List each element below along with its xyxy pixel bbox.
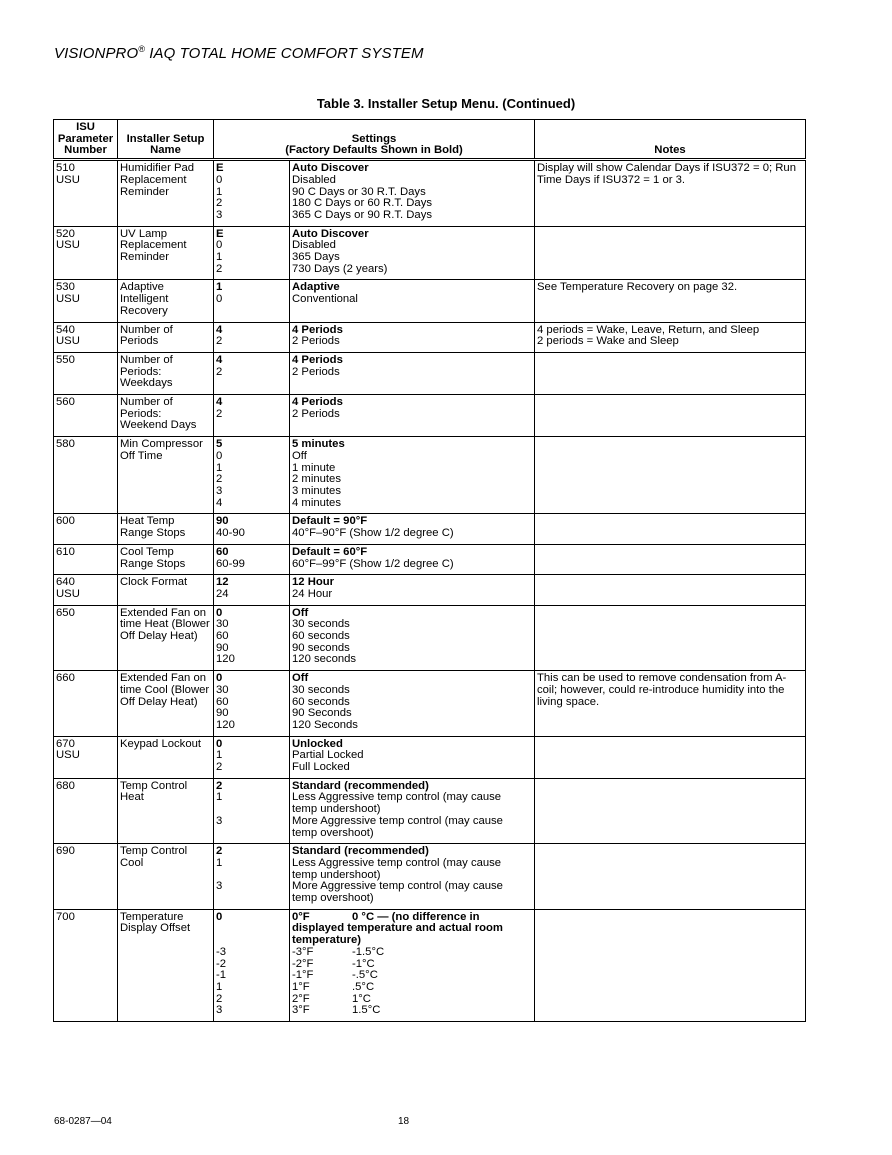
setting-code: -3 — [216, 945, 227, 958]
setting-code: 0 — [216, 672, 223, 685]
table-row — [54, 352, 806, 394]
offset-pair — [292, 1005, 532, 1017]
setting-value: 40°F–90°F (Show 1/2 degree C) — [292, 527, 454, 540]
setting-code: -2 — [216, 957, 227, 970]
notes-cell — [535, 395, 806, 437]
setting-code: 1 — [216, 185, 223, 198]
table-title: Table 3. Installer Setup Menu. (Continued) — [316, 96, 576, 111]
setting-code: 1 — [216, 791, 223, 804]
setting-code: 4 — [216, 496, 223, 509]
setting-value: Disabled — [292, 239, 336, 252]
setting-codes-cell — [214, 544, 290, 574]
setting-code: 60-99 — [216, 557, 245, 570]
setting-value: 60 seconds — [292, 695, 350, 708]
setup-name-cell: Extended Fan on time Cool (Blower Off Delay Heat) — [118, 671, 214, 737]
setting-code: 2 — [216, 197, 223, 210]
offset-pair — [292, 994, 532, 1006]
setting-code: 0 — [216, 606, 223, 619]
setting-values-cell — [290, 736, 535, 778]
page-number: 18 — [398, 1116, 410, 1127]
setting-code: -1 — [216, 969, 227, 982]
isu-number-cell: 700 — [54, 909, 118, 1021]
setting-code: 0 — [216, 293, 223, 306]
setting-value: 60 seconds — [292, 630, 350, 643]
setting-value: 2 Periods — [292, 365, 340, 378]
table-header-row — [54, 120, 806, 160]
setting-code: 2 — [216, 262, 223, 275]
setting-code: 60 — [216, 695, 229, 708]
isu-number-cell: 650 — [54, 605, 118, 671]
notes-cell — [535, 605, 806, 671]
offset-celsius: 1.5°C — [352, 1004, 381, 1017]
header-setup-name: Installer Setup Name — [118, 120, 214, 160]
setting-value: 5 minutes — [292, 438, 345, 451]
notes-cell — [535, 909, 806, 1021]
setup-name-cell: Temp Control Cool — [118, 844, 214, 910]
setting-codes-cell — [214, 909, 290, 1021]
setup-name-cell: Clock Format — [118, 575, 214, 605]
table-row — [54, 160, 806, 227]
setup-name-cell: Number of Periods: Weekdays — [118, 352, 214, 394]
setting-value: Full Locked — [292, 761, 350, 774]
table-row — [54, 778, 806, 844]
table-row — [54, 280, 806, 322]
setting-value: Unlocked — [292, 737, 343, 750]
setting-code: E — [216, 162, 224, 175]
document-number: 68-0287—04 — [54, 1116, 112, 1127]
setting-values-cell — [290, 909, 535, 1021]
setting-code: 24 — [216, 587, 229, 600]
setting-value: 90 seconds — [292, 641, 350, 654]
table-row — [54, 605, 806, 671]
setting-code: 90 — [216, 641, 229, 654]
setting-value: 4 minutes — [292, 496, 341, 509]
setting-code: 2 — [216, 845, 223, 858]
setting-code: 1 — [216, 281, 223, 294]
setting-code: 30 — [216, 683, 229, 696]
setting-code: 1 — [216, 980, 223, 993]
isu-number-cell: 530 USU — [54, 280, 118, 322]
isu-number-cell: 670 USU — [54, 736, 118, 778]
setting-code: 0 — [216, 173, 223, 186]
setting-value: 120 Seconds — [292, 718, 358, 731]
setting-value: 1 minute — [292, 461, 336, 474]
isu-number-cell: 550 — [54, 352, 118, 394]
table-row — [54, 226, 806, 280]
setting-code: 2 — [216, 992, 223, 1005]
setting-values-cell — [290, 544, 535, 574]
table-row — [54, 437, 806, 514]
setting-values-cell — [290, 280, 535, 322]
setting-code: 2 — [216, 473, 223, 486]
setup-name-cell: Heat Temp Range Stops — [118, 514, 214, 544]
setting-values-cell — [290, 514, 535, 544]
setup-name-cell: Temp Control Heat — [118, 778, 214, 844]
setting-code: 2 — [216, 761, 223, 774]
setting-codes-cell — [214, 671, 290, 737]
setting-values-cell — [290, 671, 535, 737]
setting-code — [216, 923, 287, 935]
isu-number-cell: 610 — [54, 544, 118, 574]
setting-values-cell — [290, 575, 535, 605]
setting-value: 365 C Days or 90 R.T. Days — [292, 208, 433, 221]
offset-fahrenheit: 3°F — [292, 1004, 310, 1017]
setting-value: 365 Days — [292, 251, 340, 264]
isu-number-cell: 640 USU — [54, 575, 118, 605]
header-settings: Settings (Factory Defaults Shown in Bold) — [214, 120, 535, 160]
setting-code: 3 — [216, 484, 223, 497]
setting-codes-cell — [214, 395, 290, 437]
setting-value: 30 seconds — [292, 618, 350, 631]
offset-pair — [292, 982, 532, 994]
setting-code: 120 — [216, 718, 235, 731]
setting-value: temp overshoot) — [292, 826, 374, 839]
isu-number-cell: 660 — [54, 671, 118, 737]
offset-celsius: .5°C — [352, 981, 375, 993]
setup-name-cell: Number of Periods — [118, 322, 214, 352]
setup-name-cell: Temperature Display Offset — [118, 909, 214, 1021]
product-name-rest: IAQ TOTAL HOME COMFORT SYSTEM — [144, 45, 424, 62]
setting-values-cell — [290, 844, 535, 910]
setting-code — [216, 804, 287, 816]
setting-code: 40-90 — [216, 527, 245, 540]
setting-value: Default = 90°F — [292, 515, 368, 528]
setting-values-cell — [290, 605, 535, 671]
setup-name-cell: Humidifier Pad Replacement Reminder — [118, 160, 214, 227]
setup-name-cell: Keypad Lockout — [118, 736, 214, 778]
notes-cell: Display will show Calendar Days if ISU372 = 0; Run Time Days if ISU372 = 1 or 3. — [535, 160, 806, 227]
setting-code: 60 — [216, 545, 229, 558]
setting-code: E — [216, 227, 224, 240]
table-row — [54, 844, 806, 910]
setting-code: 30 — [216, 618, 229, 631]
table-row — [54, 395, 806, 437]
setting-value: Less Aggressive temp control (may cause — [292, 856, 502, 869]
setting-value: 4 Periods — [292, 353, 343, 366]
setting-code: 2 — [216, 779, 223, 792]
setting-values-cell — [290, 778, 535, 844]
installer-setup-table — [53, 119, 806, 1022]
setting-code: 2 — [216, 365, 223, 378]
setting-code: 120 — [216, 653, 235, 666]
offset-default-f: 0°F — [292, 910, 310, 923]
isu-number-cell: 690 — [54, 844, 118, 910]
setting-codes-cell — [214, 605, 290, 671]
setting-code: 1 — [216, 251, 223, 264]
setting-codes-cell — [214, 160, 290, 227]
offset-pair — [292, 947, 532, 959]
setting-codes-cell — [214, 514, 290, 544]
setting-values-cell — [290, 160, 535, 227]
offset-default-description: displayed temperature and actual room — [292, 922, 503, 935]
setting-code — [216, 828, 287, 840]
setting-value: Default = 60°F — [292, 545, 368, 558]
setting-values-cell — [290, 395, 535, 437]
setting-value: Disabled — [292, 173, 336, 186]
setting-value: 60°F–99°F (Show 1/2 degree C) — [292, 557, 454, 570]
setup-name-cell: Number of Periods: Weekend Days — [118, 395, 214, 437]
offset-fahrenheit: 1°F — [292, 981, 310, 993]
setting-code: 3 — [216, 814, 223, 827]
setting-code: 0 — [216, 737, 223, 750]
setting-code — [216, 870, 287, 882]
setting-codes-cell — [214, 280, 290, 322]
setting-codes-cell — [214, 844, 290, 910]
setting-value: 180 C Days or 60 R.T. Days — [292, 197, 433, 210]
setting-code: 3 — [216, 208, 223, 221]
setting-value: temp undershoot) — [292, 803, 381, 816]
table-row — [54, 909, 806, 1021]
setting-codes-cell — [214, 352, 290, 394]
offset-pair — [292, 970, 532, 982]
notes-cell — [535, 736, 806, 778]
setting-value: 3 minutes — [292, 484, 341, 497]
setting-value: Partial Locked — [292, 749, 364, 762]
setting-value: Less Aggressive temp control (may cause — [292, 791, 502, 804]
table-body — [54, 160, 806, 1022]
setting-code: 3 — [216, 1004, 223, 1017]
setting-value: 90 C Days or 30 R.T. Days — [292, 185, 426, 198]
setting-code: 2 — [216, 335, 223, 348]
setting-value: 2 minutes — [292, 473, 341, 486]
setting-code: 0 — [216, 449, 223, 462]
offset-celsius: -.5°C — [352, 969, 378, 982]
setting-code: 0 — [216, 239, 223, 252]
setup-name-cell: Min Compressor Off Time — [118, 437, 214, 514]
setting-value: 12 Hour — [292, 576, 335, 589]
setting-code: 12 — [216, 576, 229, 589]
header-notes: Notes — [535, 120, 806, 160]
setting-values-cell — [290, 352, 535, 394]
setup-name-cell: Cool Temp Range Stops — [118, 544, 214, 574]
setup-name-cell: Extended Fan on time Heat (Blower Off Delay Heat) — [118, 605, 214, 671]
isu-number-cell: 510 USU — [54, 160, 118, 227]
setting-value: More Aggressive temp control (may cause — [292, 880, 503, 893]
setting-values-cell — [290, 437, 535, 514]
setting-code: 4 — [216, 323, 223, 336]
setting-code: 4 — [216, 353, 223, 366]
setting-codes-cell — [214, 575, 290, 605]
setup-name-cell: Adaptive Intelligent Recovery — [118, 280, 214, 322]
isu-number-cell: 680 — [54, 778, 118, 844]
notes-cell — [535, 226, 806, 280]
offset-celsius: 1°C — [352, 992, 371, 1005]
header-isu-number: ISU Parameter Number — [54, 120, 118, 160]
setting-values-cell — [290, 322, 535, 352]
setting-code: 0 — [216, 910, 223, 923]
setting-code: 90 — [216, 707, 229, 720]
table-row — [54, 671, 806, 737]
setting-code: 1 — [216, 856, 223, 869]
isu-number-cell: 560 — [54, 395, 118, 437]
setting-code: 1 — [216, 461, 223, 474]
offset-fahrenheit: 2°F — [292, 992, 310, 1005]
setting-value: Auto Discover — [292, 162, 369, 175]
setting-codes-cell — [214, 226, 290, 280]
setting-value: Off — [292, 672, 309, 685]
offset-celsius: -1.5°C — [352, 945, 385, 958]
setting-value: Off — [292, 606, 309, 619]
setting-value: Conventional — [292, 293, 358, 306]
running-header — [54, 44, 424, 62]
offset-pair — [292, 959, 532, 971]
setting-value: 90 Seconds — [292, 707, 352, 720]
setup-name-cell: UV Lamp Replacement Reminder — [118, 226, 214, 280]
setting-code: 5 — [216, 438, 223, 451]
setting-values-cell — [290, 226, 535, 280]
setting-code: 4 — [216, 396, 223, 409]
notes-cell: 4 periods = Wake, Leave, Return, and Sleep 2 periods = Wake and Sleep — [535, 322, 806, 352]
setting-codes-cell — [214, 322, 290, 352]
notes-cell — [535, 544, 806, 574]
offset-celsius: -1°C — [352, 957, 375, 970]
registered-mark: ® — [138, 44, 145, 54]
setting-code: 90 — [216, 515, 229, 528]
setting-value: Auto Discover — [292, 227, 369, 240]
setting-value: More Aggressive temp control (may cause — [292, 814, 503, 827]
setting-value: Off — [292, 449, 307, 462]
table-row — [54, 322, 806, 352]
table-row — [54, 544, 806, 574]
offset-default-description: temperature) — [292, 934, 362, 947]
notes-cell — [535, 514, 806, 544]
setting-value: temp overshoot) — [292, 892, 374, 905]
setting-value: 730 Days (2 years) — [292, 262, 388, 275]
notes-cell — [535, 352, 806, 394]
table-row — [54, 575, 806, 605]
offset-fahrenheit: -1°F — [292, 969, 314, 982]
notes-cell — [535, 778, 806, 844]
product-name: VISIONPRO — [54, 45, 139, 62]
setting-code: 60 — [216, 630, 229, 643]
setting-code — [216, 893, 287, 905]
setting-code: 1 — [216, 749, 223, 762]
setting-code: 2 — [216, 407, 223, 420]
setting-value: Adaptive — [292, 281, 340, 294]
offset-fahrenheit: -2°F — [292, 957, 314, 970]
setting-value: 30 seconds — [292, 683, 350, 696]
setting-code: 3 — [216, 880, 223, 893]
notes-cell — [535, 844, 806, 910]
isu-number-cell: 600 — [54, 514, 118, 544]
setting-value: Standard (recommended) — [292, 845, 429, 858]
isu-number-cell: 520 USU — [54, 226, 118, 280]
setting-value: 2 Periods — [292, 407, 340, 420]
setting-codes-cell — [214, 778, 290, 844]
setting-code — [216, 935, 287, 947]
isu-number-cell: 540 USU — [54, 322, 118, 352]
table-row — [54, 736, 806, 778]
setting-value: temp undershoot) — [292, 868, 381, 881]
notes-cell — [535, 437, 806, 514]
setting-value: 2 Periods — [292, 335, 340, 348]
table-row — [54, 514, 806, 544]
setting-value: 4 Periods — [292, 396, 343, 409]
offset-fahrenheit: -3°F — [292, 945, 314, 958]
isu-number-cell: 580 — [54, 437, 118, 514]
setting-value: Standard (recommended) — [292, 779, 429, 792]
offset-default-c: 0 °C — (no difference in — [352, 910, 480, 923]
setting-codes-cell — [214, 736, 290, 778]
notes-cell: See Temperature Recovery on page 32. — [535, 280, 806, 322]
setting-value: 4 Periods — [292, 323, 343, 336]
setting-value: 120 seconds — [292, 653, 357, 666]
setting-value: 24 Hour — [292, 587, 333, 600]
notes-cell: This can be used to remove condensation from A-coil; however, could re-introduce humidity into the living space. — [535, 671, 806, 737]
setting-codes-cell — [214, 437, 290, 514]
notes-cell — [535, 575, 806, 605]
